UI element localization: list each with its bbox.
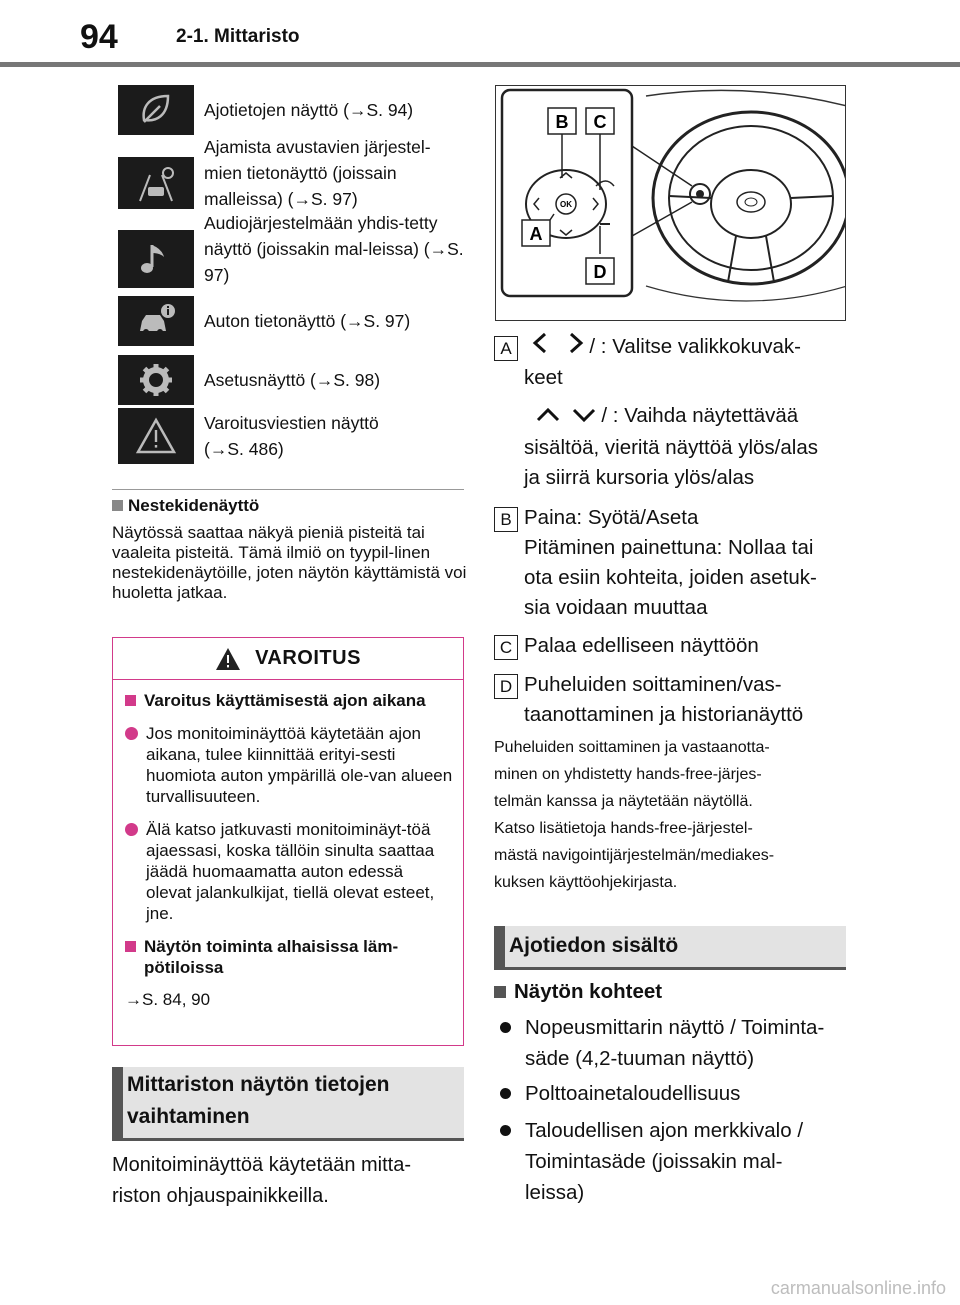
control-a-line4: sisältöä, vieritä näyttöä ylös/alas	[524, 436, 818, 459]
chevron-down-icon	[572, 402, 596, 432]
section-heading-switch: Mittariston näytön tietojen vaihtaminen	[112, 1067, 464, 1141]
warning-header	[113, 638, 463, 680]
control-b-line4: sia voidaan muuttaa	[524, 596, 708, 619]
lcd-text: Näytössä saattaa näkyä pieniä pisteitä tai vaaleita pisteitä. Tämä ilmiö on tyypil-linen nestekidenäytöille, joten näytön käyttämistä voi huoletta jatkaa.	[112, 523, 467, 602]
content-bullet: Nopeusmittarin näyttö / Toiminta- säde (4,2-tuuman näyttö)	[494, 1012, 824, 1074]
section-heading-driving-info: Ajotiedon sisältö	[494, 926, 846, 970]
chevron-left-icon	[532, 332, 548, 363]
control-b-line1: Paina: Syötä/Aseta	[524, 506, 699, 529]
control-a-line5: ja siirrä kursoria ylös/alas	[524, 466, 755, 489]
section-divider	[112, 489, 464, 490]
lcd-heading: Nestekidenäyttö	[112, 496, 259, 516]
control-b-line2: Pitäminen painettuna: Nollaa tai	[524, 536, 814, 559]
warning-reference: →S. 84, 90	[125, 990, 211, 1009]
screen-row-driving-info	[118, 85, 464, 135]
screen-label: Asetusnäyttö (→S. 98)	[204, 370, 381, 390]
items-subheading: Näytön kohteet	[494, 977, 662, 1007]
control-a-line1: / : Valitse valikkokuvak-	[532, 332, 801, 363]
label-a-box: A	[494, 336, 518, 361]
chevron-up-icon	[536, 402, 560, 432]
leaf-icon	[118, 85, 194, 135]
page-number: 94	[80, 18, 118, 56]
car-info-icon	[118, 296, 194, 346]
warning-triangle-icon	[118, 408, 194, 464]
warning-bullet: Jos monitoiminäyttöä käytetään ajon aikana, tulee kiinnittää erityi-sesti huomiota auton ympärillä ole-van alueen turvallisuuteen.	[125, 723, 453, 807]
control-c-line1: Palaa edelliseen näyttöön	[524, 634, 759, 657]
screen-row-settings	[118, 355, 464, 405]
callout-b: B	[555, 112, 569, 132]
screen-row-driving-assist	[118, 134, 464, 212]
warning-title: VAROITUS	[255, 647, 361, 669]
chevron-right-icon	[568, 332, 584, 363]
screen-row-vehicle-info	[118, 296, 464, 346]
control-d-line1: Puheluiden soittaminen/vas-	[524, 673, 782, 696]
content-bullet: Polttoainetaloudellisuus	[494, 1078, 740, 1109]
label-d-box: D	[494, 674, 518, 699]
callout-a: A	[529, 224, 543, 244]
callout-d: D	[593, 262, 607, 282]
control-a-line2: keet	[524, 366, 563, 389]
warning-subheading: Näytön toiminta alhaisissa läm-pötiloissa	[125, 936, 453, 978]
warning-bullet: Älä katso jatkuvasti monitoiminäyt-töä ajaessasi, koska tällöin sinulta saattaa jäädä huomaamatta auton edessä olevat jalankulkijat, tiellä olevat esteet, jne.	[125, 819, 453, 924]
screen-label: Auton tietonäyttö (→S. 97)	[204, 311, 411, 331]
warning-subheading: Varoitus käyttämisestä ajon aikana	[125, 690, 453, 711]
content-bullet: Taloudellisen ajon merkkivalo / Toimintasäde (joissakin mal- leissa)	[494, 1115, 803, 1208]
steering-wheel-illustration	[495, 85, 846, 321]
ok-button-label: OK	[560, 200, 572, 209]
driving-assist-icon	[118, 157, 194, 209]
control-a-line3: / : Vaihda näytettävää	[536, 401, 798, 432]
gear-icon	[118, 355, 194, 405]
control-d-line2: taanottaminen ja historianäyttö	[524, 703, 804, 726]
hands-free-note: Puheluiden soittaminen ja vastaanotta- minen on yhdistetty hands-free-järjes- telmän kanssa ja näytetään näytöllä. Katso lisätietoja hands-free-järjestel- mästä navigointijärjestelmän/mediakes- kuksen käyttöohjekirjasta.	[494, 739, 775, 891]
screen-row-warnings	[118, 408, 464, 464]
watermark: carmanualsonline.info	[770, 1278, 946, 1298]
callout-c: C	[593, 112, 607, 132]
screen-label: Varoitusviestien näyttö (→S. 486)	[204, 413, 379, 459]
warning-triangle-icon	[215, 647, 241, 671]
music-note-icon	[118, 230, 194, 288]
control-b-line3: ota esiin kohteita, joiden asetuk-	[524, 566, 817, 589]
chapter-title: 2-1. Mittaristo	[176, 26, 300, 47]
screen-label: Ajamista avustavien järjestel-mien tietonäyttö (joissain malleissa) (→S. 97)	[204, 137, 431, 209]
screen-row-audio	[118, 210, 464, 288]
screen-label: Ajotietojen näyttö (→S. 94)	[204, 100, 414, 120]
label-b-box: B	[494, 507, 518, 532]
header-rule	[0, 62, 960, 67]
label-c-box: C	[494, 635, 518, 660]
switch-text: Monitoiminäyttöä käytetään mitta- riston ohjauspainikkeilla.	[112, 1154, 412, 1207]
warning-box	[112, 637, 464, 1046]
screen-label: Audiojärjestelmään yhdis-tetty näyttö (joissakin mal-leissa) (→S. 97)	[204, 213, 464, 285]
